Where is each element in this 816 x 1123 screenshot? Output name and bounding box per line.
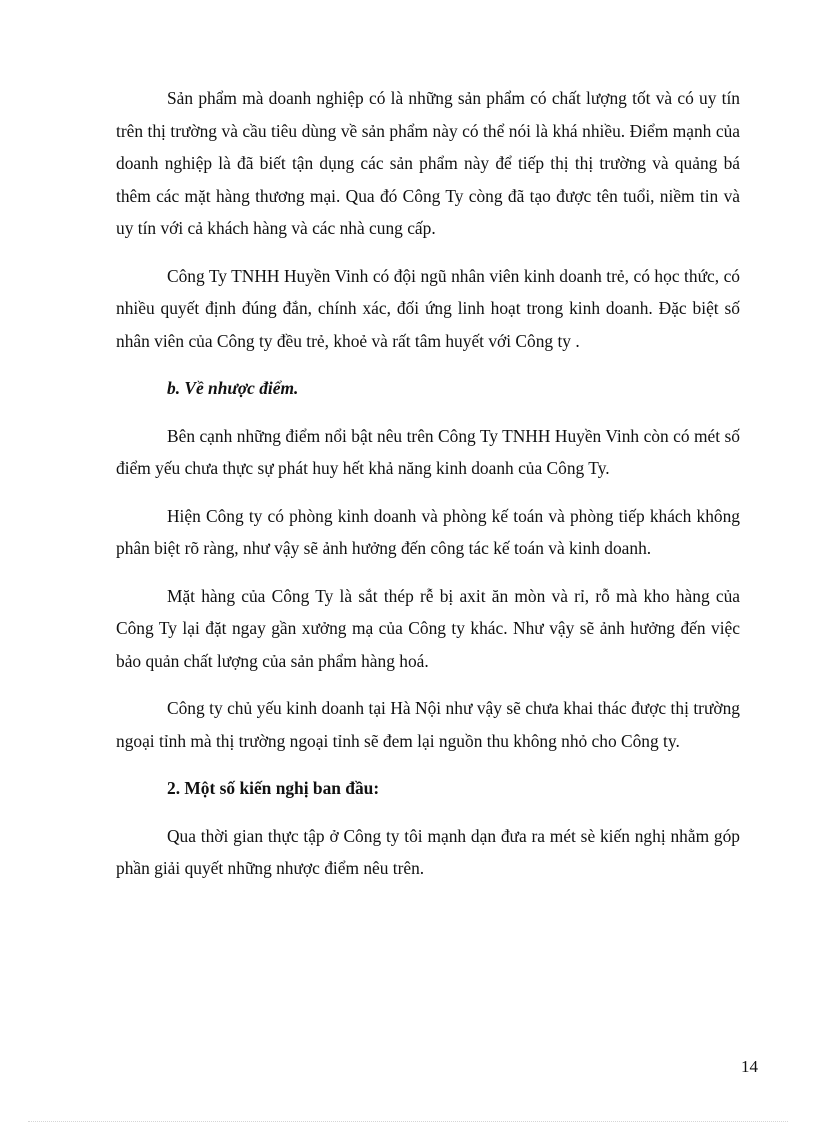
paragraph-weakness-market: Công ty chủ yếu kinh doanh tại Hà Nội như vậy sẽ chưa khai thác được thị trường ngoại tỉnh mà thị trường ngoại tỉnh sẽ đem lại nguồn thu không nhỏ cho Công ty. bbox=[116, 698, 740, 751]
heading-recommendations: 2. Một số kiến nghị ban đầu: bbox=[167, 778, 380, 798]
paragraph-strengths-staff: Công Ty TNHH Huyền Vinh có đội ngũ nhân viên kinh doanh trẻ, có học thức, có nhiều quyết định đúng đắn, chính xác, đối ứng linh hoạt trong kinh doanh. Đặc biệt số nhân viên của Công ty đều trẻ, khoẻ và rất tâm huyết với Công ty . bbox=[116, 265, 740, 351]
paragraph-strengths-products: Sản phẩm mà doanh nghiệp có là những sản phẩm có chất lượng tốt và có uy tín trên thị trường và cầu tiêu dùng về sản phẩm này có thể nói là khá nhiều. Điểm mạnh của doanh nghiệp là đã biết tận dụng các sản phẩm này để tiếp thị thị trường và quảng bá thêm các mặt hàng thương mại. Qua đó Công Ty còng đã tạo được tên tuổi, niềm tin và uy tín với cả khách hàng và các nhà cung cấp. bbox=[116, 88, 740, 238]
paragraph-recommendations: Qua thời gian thực tập ở Công ty tôi mạnh dạn đưa ra mét sè kiến nghị nhằm góp phần giải quyết những nhược điểm nêu trên. bbox=[116, 825, 740, 878]
page-bottom-divider bbox=[28, 1121, 788, 1122]
paragraph-weaknesses-intro: Bên cạnh những điểm nổi bật nêu trên Công Ty TNHH Huyền Vinh còn có mét số điểm yếu chưa thực sự phát huy hết khả năng kinh doanh của Công Ty. bbox=[116, 425, 740, 478]
paragraph-weakness-warehouse: Mặt hàng của Công Ty là sắt thép rễ bị axit ăn mòn và rỉ, rỗ mà kho hàng của Công Ty lại đặt ngay gần xưởng mạ của Công ty khác. Như vậy sẽ ảnh hưởng đến việc bảo quản chất lượng của sản phẩm hàng hoá. bbox=[116, 585, 740, 671]
page-number: 14 bbox=[741, 1057, 758, 1076]
paragraph-weakness-departments: Hiện Công ty có phòng kinh doanh và phòng kế toán và phòng tiếp khách không phân biệt rõ ràng, như vậy sẽ ảnh hưởng đến công tác kế toán và kinh doanh. bbox=[116, 505, 740, 558]
page-body bbox=[116, 82, 740, 900]
subheading-weaknesses: b. Về nhược điểm. bbox=[167, 378, 299, 398]
